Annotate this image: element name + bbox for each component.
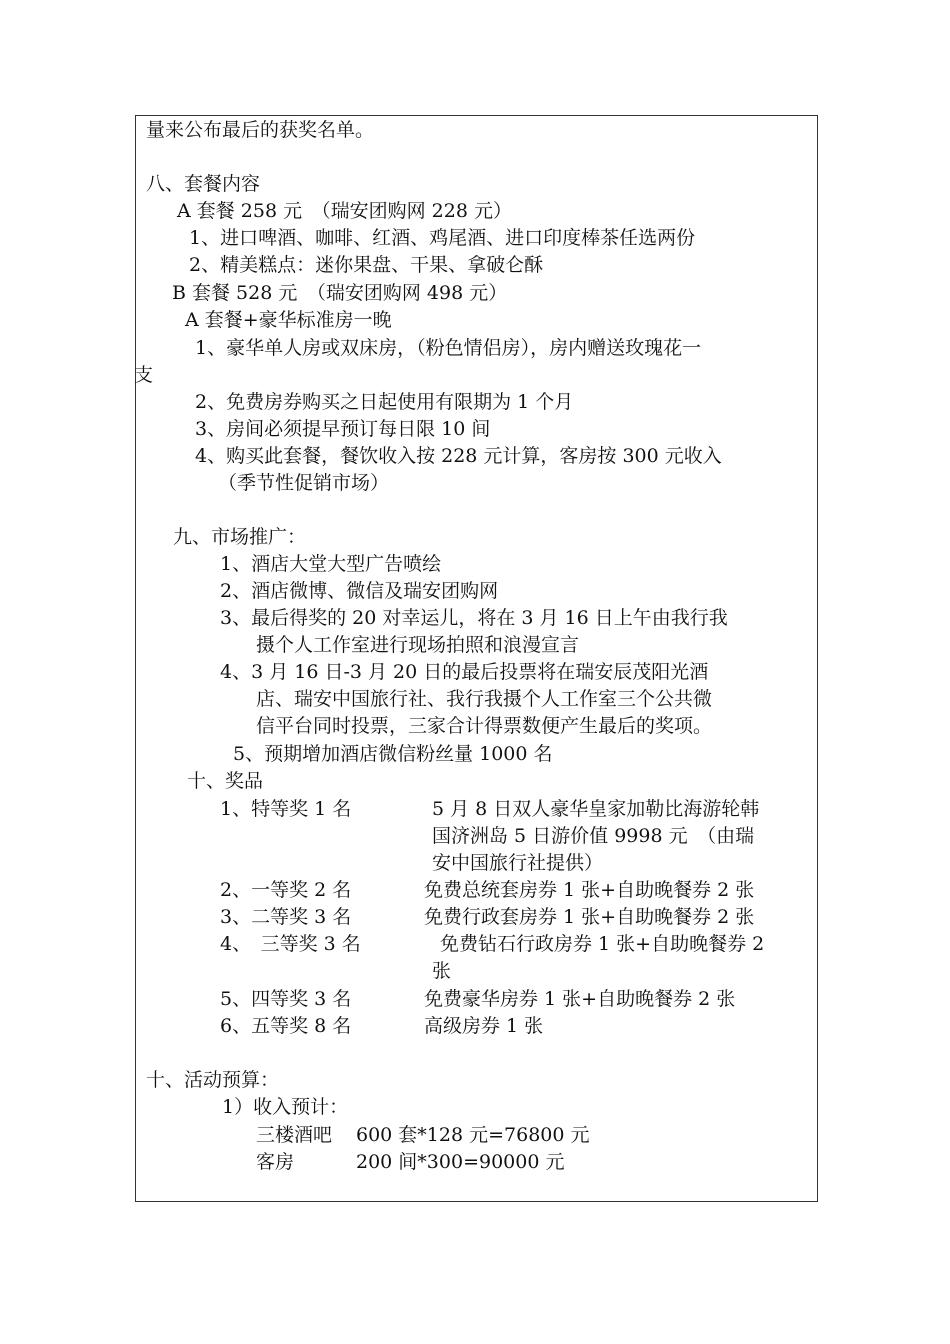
text-line: 4、3 月 16 日-3 月 20 日的最后投票将在瑞安辰茂阳光酒 [220,661,709,683]
prize-label: 5、四等奖 3 名 [220,988,352,1010]
prize-desc: 5 月 8 日双人豪华皇家加勒比海游轮韩 [432,798,760,820]
text-line: 1、豪华单人房或双床房，（粉色情侣房），房内赠送玫瑰花一 [195,337,702,359]
text-line: 3、房间必须提早预订每日限 10 间 [195,418,491,440]
prize-desc: 国济洲岛 5 日游价值 9998 元 （由瑞 [432,825,755,847]
section-heading-package: 八、套餐内容 [146,173,261,195]
prize-desc: 免费行政套房券 1 张+自助晚餐券 2 张 [424,906,755,928]
text-line: 1、酒店大堂大型广告喷绘 [220,553,442,575]
prize-desc: 高级房券 1 张 [424,1015,544,1037]
prize-label: 1、特等奖 1 名 [220,798,352,820]
prize-desc: 安中国旅行社提供） [432,852,604,874]
text-line: 2、酒店微博、微信及瑞安团购网 [220,580,499,602]
section-heading-prizes: 十、奖品 [187,770,264,792]
text-line: A 套餐+豪华标准房一晚 [185,309,392,331]
prize-desc: 张 [432,960,452,982]
text-line: （季节性促销市场） [218,472,390,494]
prize-label: 4、 三等奖 3 名 [220,933,361,955]
section-heading-budget: 十、活动预算： [146,1069,280,1091]
prize-label: 2、一等奖 2 名 [220,879,352,901]
text-line: 信平台同时投票，三家合计得票数便产生最后的奖项。 [256,715,713,737]
prize-desc: 免费豪华房券 1 张+自助晚餐券 2 张 [424,988,736,1010]
section-heading-promotion: 九、市场推广： [173,526,307,548]
budget-item-value: 200 间*300=90000 元 [356,1151,565,1173]
prize-desc: 免费总统套房券 1 张+自助晚餐券 2 张 [424,879,755,901]
text-line: 量来公布最后的获奖名单。 [146,119,375,141]
budget-item-value: 600 套*128 元=76800 元 [356,1124,590,1146]
text-line: 3、最后得奖的 20 对幸运儿，将在 3 月 16 日上午由我行我 [220,607,728,629]
text-line: 5、预期增加酒店微信粉丝量 1000 名 [233,743,553,765]
budget-item-label: 三楼酒吧 [256,1124,333,1146]
prize-desc: 免费钻石行政房券 1 张+自助晚餐券 2 [440,933,765,955]
text-line: 2、免费房券购买之日起使用有限期为 1 个月 [195,391,574,413]
budget-item-label: 客房 [256,1151,295,1173]
text-line: 摄个人工作室进行现场拍照和浪漫宣言 [256,634,580,656]
text-line: 4、购买此套餐，餐饮收入按 228 元计算，客房按 300 元收入 [195,445,722,467]
text-line: A 套餐 258 元 （瑞安团购网 228 元） [177,200,512,222]
text-line: 1）收入预计： [222,1096,349,1118]
text-line: 2、精美糕点：迷你果盘、干果、拿破仑酥 [189,254,544,276]
prize-label: 6、五等奖 8 名 [220,1015,352,1037]
text-line: 支 [134,364,154,386]
text-line: B 套餐 528 元 （瑞安团购网 498 元） [172,282,508,304]
prize-label: 3、二等奖 3 名 [220,906,352,928]
text-line: 店、瑞安中国旅行社、我行我摄个人工作室三个公共微 [256,688,713,710]
text-line: 1、进口啤酒、咖啡、红酒、鸡尾酒、进口印度棒茶任选两份 [189,227,696,249]
